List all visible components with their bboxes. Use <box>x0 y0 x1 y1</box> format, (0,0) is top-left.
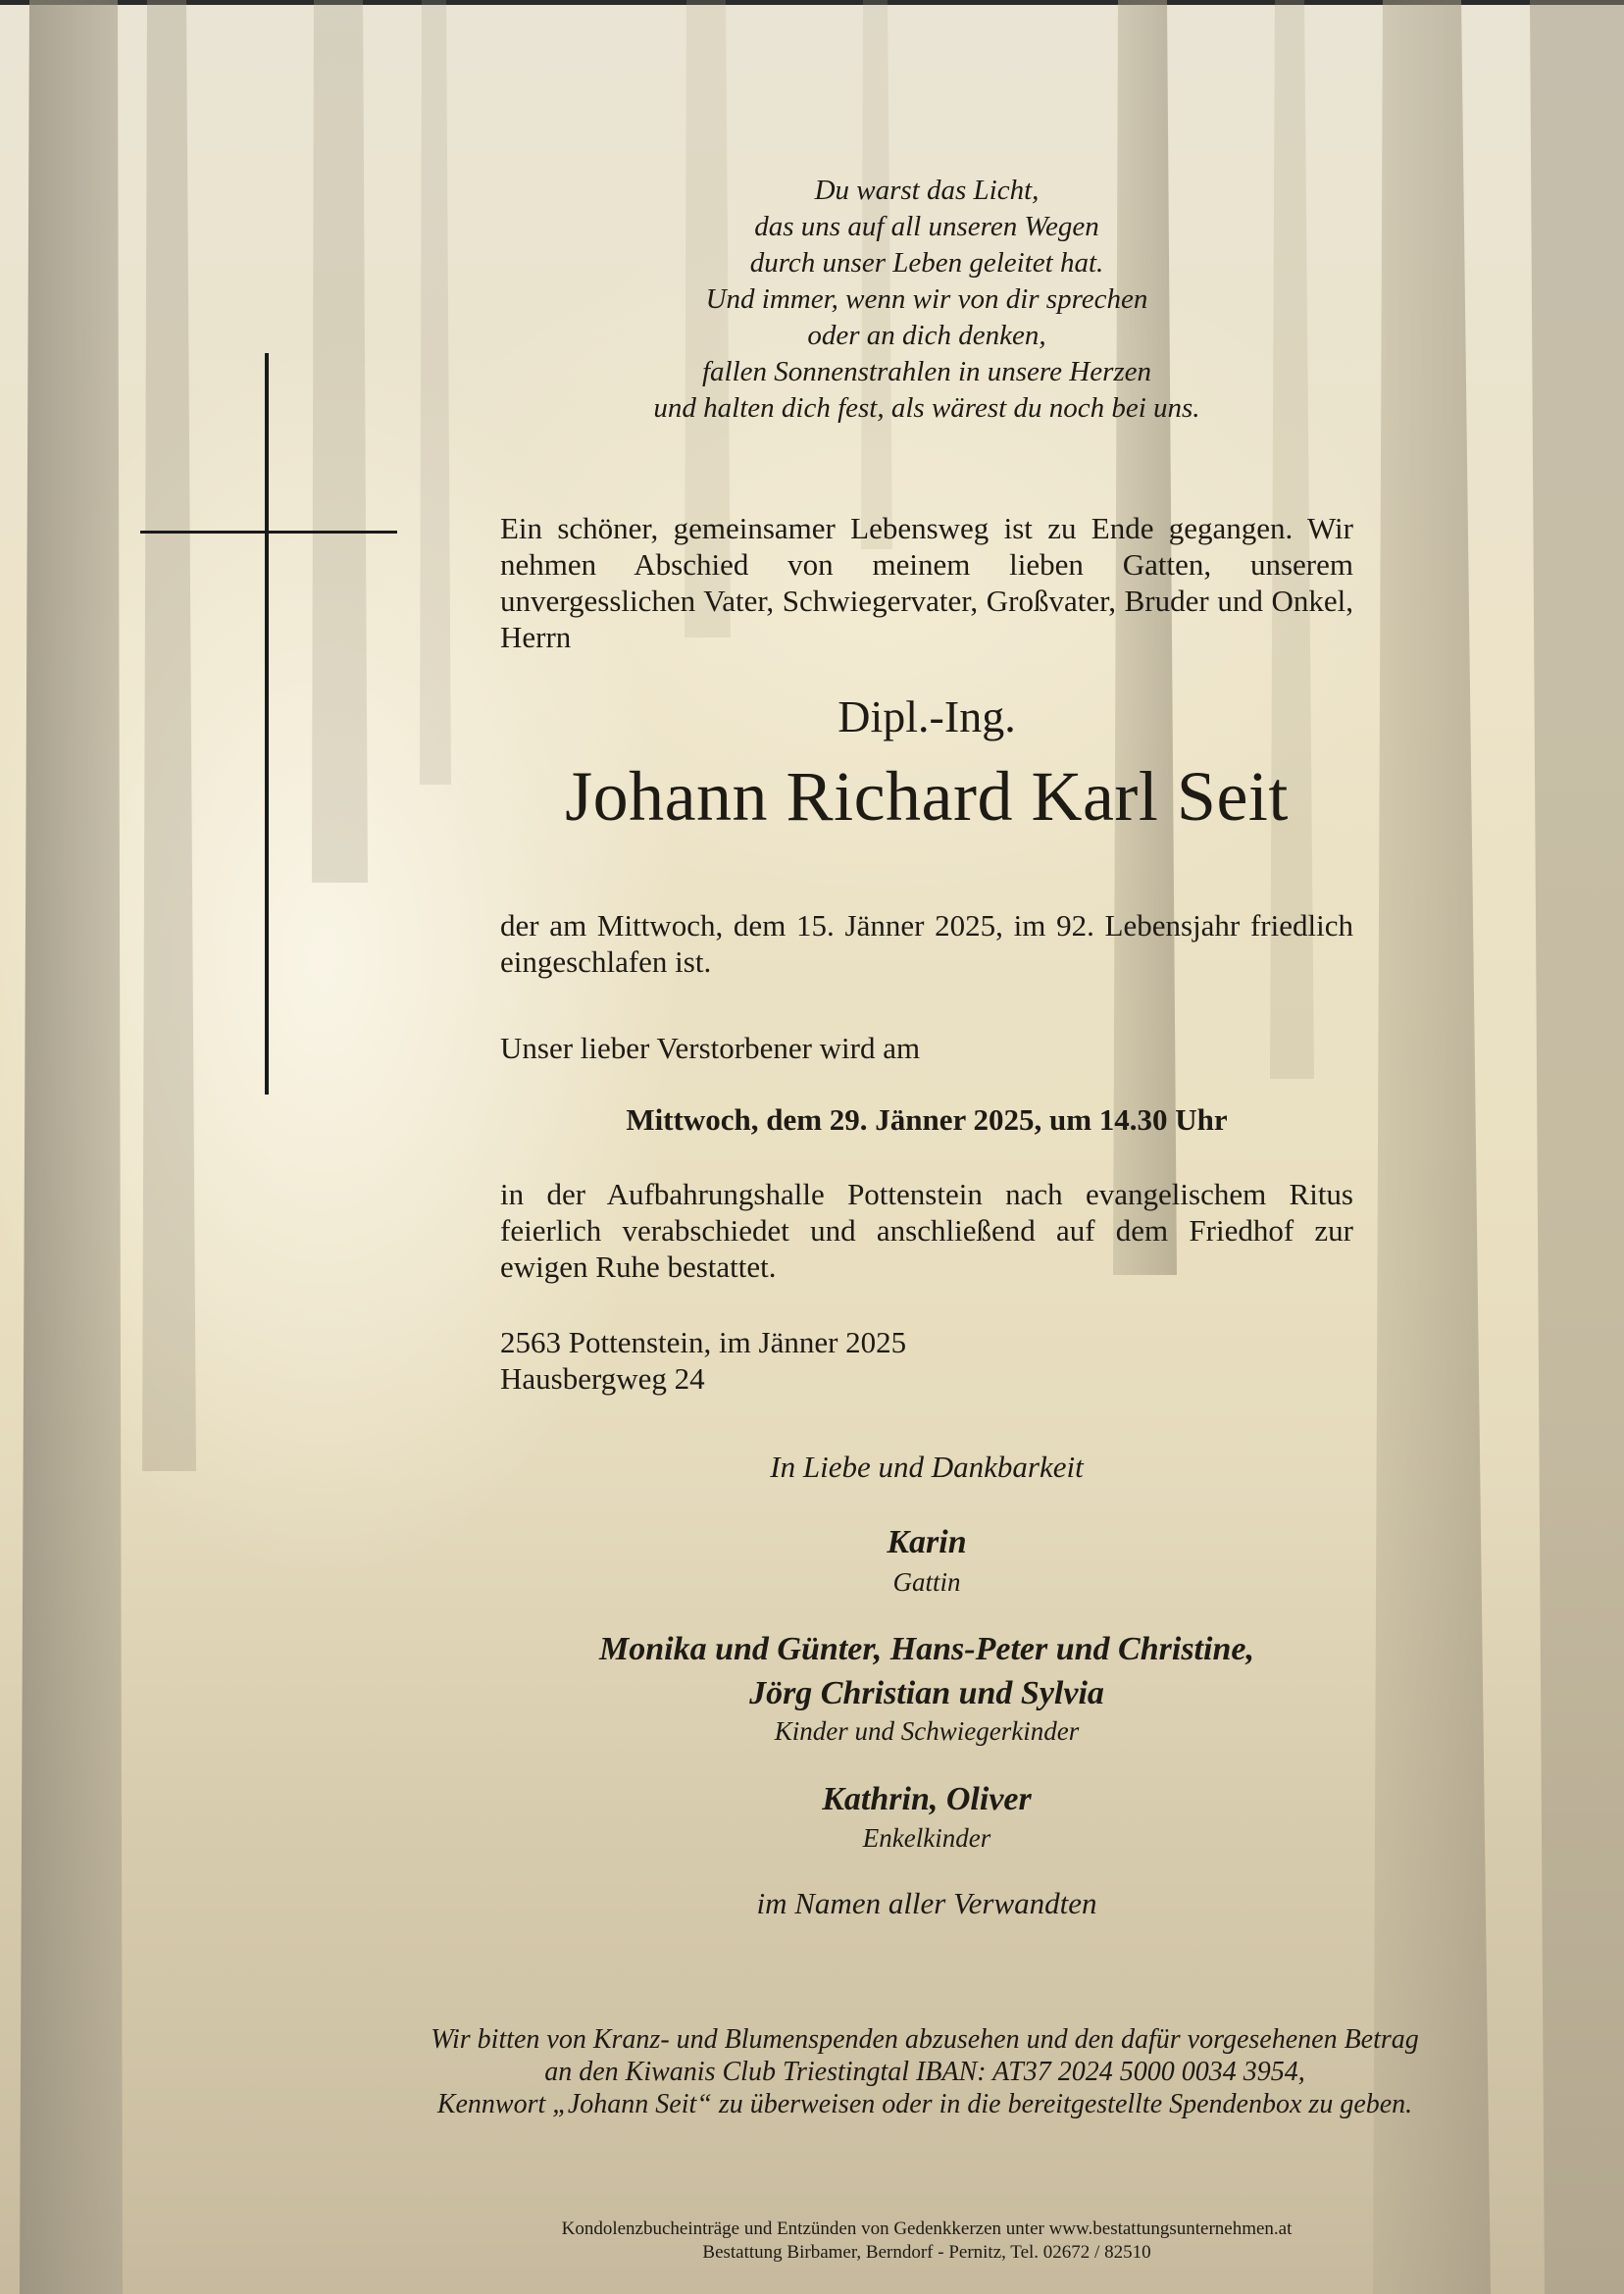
donation-line: Wir bitten von Kranz- und Blumenspenden abzusehen und den dafür vorgesehenen Betrag <box>431 2024 1419 2055</box>
mourners-intro: In Liebe und Dankbarkeit <box>770 1450 1084 1484</box>
mourners-closing: im Namen aller Verwandten <box>756 1886 1097 1920</box>
poem-line: und halten dich fest, als wärest du noch bei uns. <box>653 392 1200 424</box>
grandchildren-names: Kathrin, Oliver <box>822 1781 1032 1817</box>
spouse-name: Karin <box>887 1524 967 1560</box>
donation-line: an den Kiwanis Club Triestingtal IBAN: AT37 2024 5000 0034 3954, <box>544 2057 1305 2087</box>
footer <box>441 2218 1412 2265</box>
deceased-name: Johann Richard Karl Seit <box>565 757 1289 836</box>
children-role: Kinder und Schwiegerkinder <box>774 1716 1080 1746</box>
poem-line: oder an dich denken, <box>807 320 1046 351</box>
footer-line: Bestattung Birbamer, Berndorf - Pernitz, Tel. 02672 / 82510 <box>702 2242 1151 2263</box>
grandchildren-role: Enkelkinder <box>862 1823 991 1853</box>
poem-line: das uns auf all unseren Wegen <box>754 211 1099 242</box>
poem-line: durch unser Leben geleitet hat. <box>749 247 1104 279</box>
address-block <box>500 1324 906 1397</box>
footer-line: Kondolenzbucheinträge und Entzünden von Gedenkkerzen unter www.bestattungsunternehmen.at <box>561 2218 1293 2239</box>
death-notice: der am Mittwoch, dem 15. Jänner 2025, im 92. Lebensjahr friedlich eingeschlafen ist. <box>500 908 1353 979</box>
children-names-1: Monika und Günter, Hans-Peter und Christine, <box>599 1631 1254 1667</box>
cross-vertical <box>265 353 269 1095</box>
spouse-role: Gattin <box>892 1567 961 1597</box>
donation-line: Kennwort „Johann Seit“ zu überweisen oder in die bereitgestellte Spendenbox zu geben. <box>436 2089 1413 2119</box>
poem <box>490 173 1363 427</box>
intro-paragraph: Ein schöner, gemeinsamer Lebensweg ist zu Ende gegangen. Wir nehmen Abschied von meinem lieben Gatten, unserem unvergesslichen Vater, Schwiegervater, Großvater, Bruder und Onkel, Herrn <box>500 511 1353 654</box>
funeral-lead: Unser lieber Verstorbener wird am <box>500 1031 921 1065</box>
poem-line: Du warst das Licht, <box>814 175 1040 206</box>
poem-line: Und immer, wenn wir von dir sprechen <box>705 283 1148 315</box>
poem-line: fallen Sonnenstrahlen in unsere Herzen <box>701 356 1152 387</box>
children-names-2: Jörg Christian und Sylvia <box>749 1675 1104 1711</box>
funeral-text: in der Aufbahrungshalle Pottenstein nach evangelischem Ritus feierlich verabschiedet und anschließend auf dem Friedhof zur ewigen Ruhe bestattet. <box>500 1177 1353 1284</box>
address-street: Hausbergweg 24 <box>500 1361 705 1396</box>
deceased-title: Dipl.-Ing. <box>837 691 1016 741</box>
cross-horizontal <box>140 531 397 534</box>
address-place-date: 2563 Pottenstein, im Jänner 2025 <box>500 1325 907 1359</box>
donation-request <box>324 2023 1526 2120</box>
funeral-date: Mittwoch, dem 29. Jänner 2025, um 14.30 Uhr <box>626 1102 1228 1137</box>
